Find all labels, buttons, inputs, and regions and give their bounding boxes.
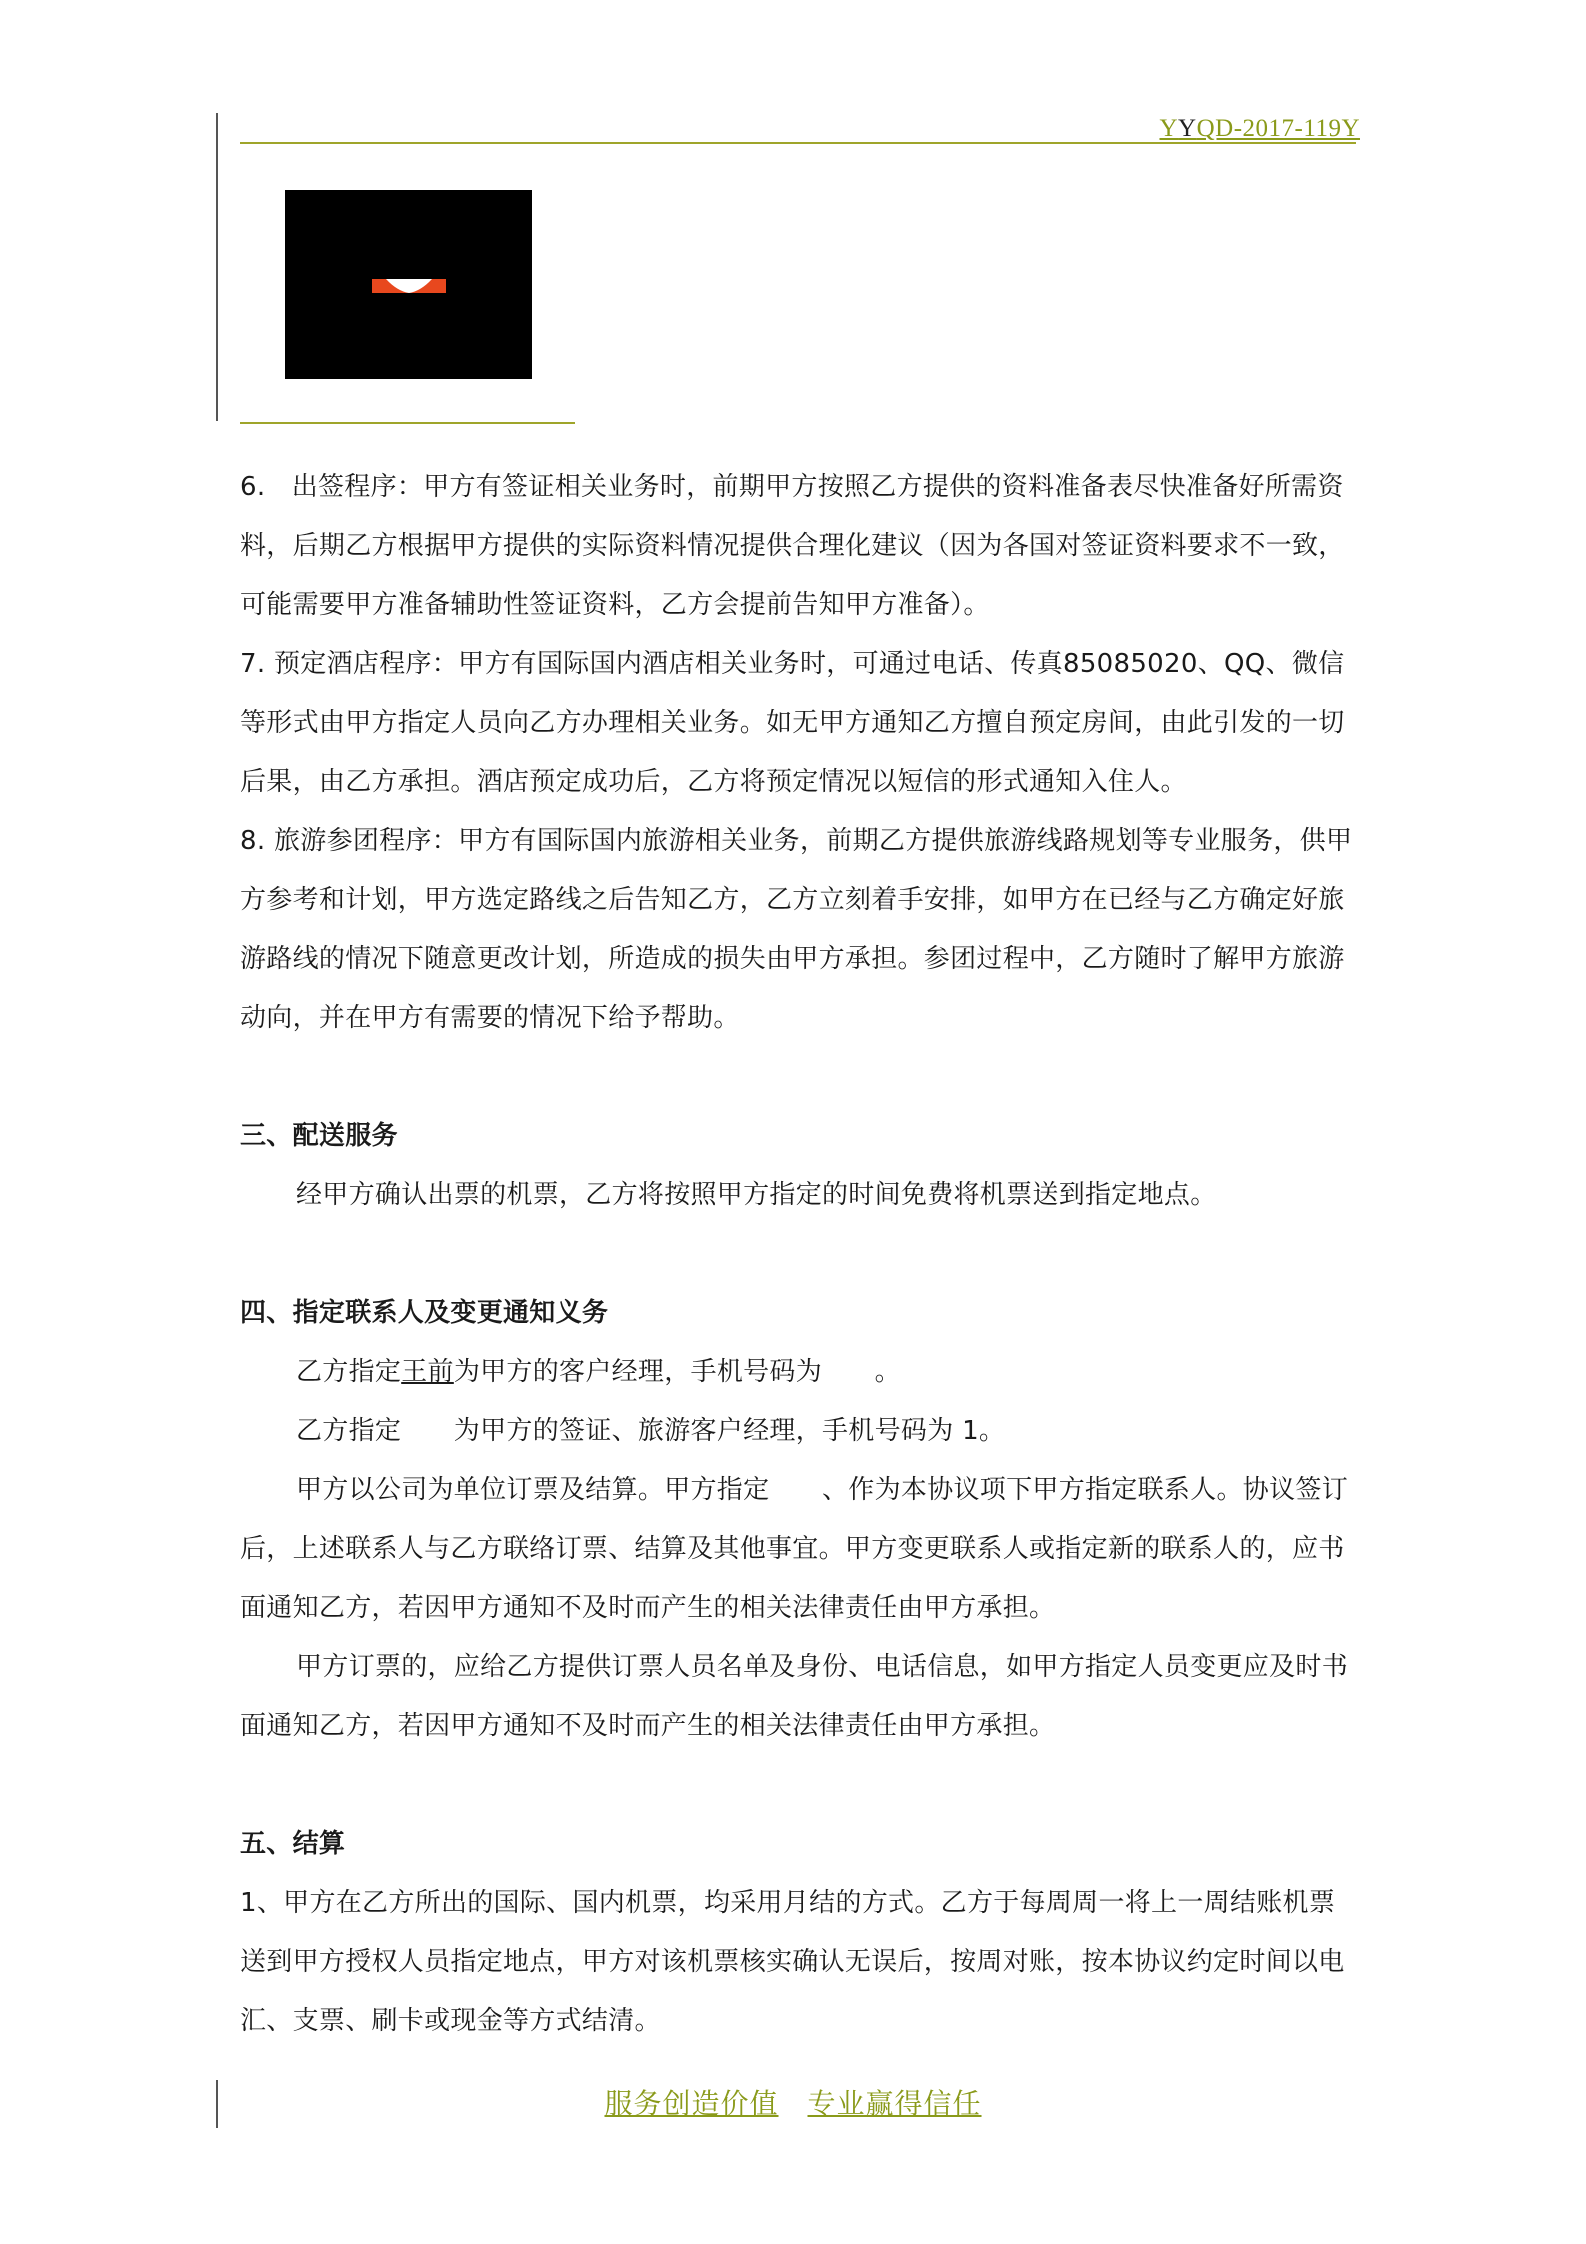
footer-slogan-right: 专业赢得信任 [807, 2087, 982, 2120]
section-3-body: 经甲方确认出票的机票，乙方将按照甲方指定的时间免费将机票送到指定地点。 [296, 1180, 1217, 1210]
company-logo [285, 190, 532, 379]
contact-paragraph-3: 甲方以公司为单位订票及结算。甲方指定 、作为本协议项下甲方指定联系人。协议签订后，上述联系人与乙方联络订票、结算及其他事宜。甲方变更联系人或指定新的联系人的，应书面通知乙方，若因甲方通知不及时而产生的相关法律责任由甲方承担。 [240, 1475, 1349, 1623]
margin-bar-top [216, 113, 218, 421]
settlement-clause-1: 1、甲方在乙方所出的国际、国内机票，均采用月结的方式。乙方于每周周一将上一周结账机票送到甲方授权人员指定地点，甲方对该机票核实确认无误后，按周对账，按本协议约定时间以电汇、支票、刷卡或现金等方式结清。 [240, 1888, 1345, 2036]
spacer [240, 1225, 1356, 1284]
logo-mark-icon [372, 279, 446, 293]
document-code-part2: Y [1178, 115, 1197, 142]
footer-slogan-left: 服务创造价值 [604, 2087, 779, 2120]
contact-1-prefix: 乙方指定 [296, 1357, 402, 1387]
section-5-heading: 五、结算 [240, 1829, 346, 1859]
logo-rule [240, 422, 575, 424]
contact-paragraph-1 [240, 1343, 1356, 1402]
spacer [240, 1756, 1356, 1815]
header-rule [240, 142, 1356, 144]
clause-7: 7. 预定酒店程序：甲方有国际国内酒店相关业务时，可通过电话、传真85085020、QQ、微信等形式由甲方指定人员向乙方办理相关业务。如无甲方通知乙方擅自预定房间，由此引发的一切后果，由乙方承担。酒店预定成功后，乙方将预定情况以短信的形式通知入住人。 [240, 649, 1345, 797]
spacer [240, 1048, 1356, 1107]
contact-1-suffix: 为甲方的客户经理，手机号码为 。 [453, 1357, 901, 1387]
contact-1-name: 王前 [401, 1357, 454, 1387]
clause-8: 8. 旅游参团程序：甲方有国际国内旅游相关业务，前期乙方提供旅游线路规划等专业服务，供甲方参考和计划，甲方选定路线之后告知乙方，乙方立刻着手安排，如甲方在已经与乙方确定好旅游路线的情况下随意更改计划，所造成的损失由甲方承担。参团过程中，乙方随时了解甲方旅游动向，并在甲方有需要的情况下给予帮助。 [240, 826, 1353, 1033]
document-code-part3: QD-2017-119Y [1196, 115, 1360, 142]
document-code-part1: Y [1159, 115, 1179, 142]
contact-paragraph-2: 乙方指定 为甲方的签证、旅游客户经理，手机号码为 1。 [296, 1416, 1006, 1446]
clause-6: 6. 出签程序：甲方有签证相关业务时，前期甲方按照乙方提供的资料准备表尽快准备好所需资料，后期乙方根据甲方提供的实际资料情况提供合理化建议（因为各国对签证资料要求不一致，可能需要甲方准备辅助性签证资料，乙方会提前告知甲方准备）。 [240, 472, 1345, 620]
section-4-heading: 四、指定联系人及变更通知义务 [240, 1298, 609, 1328]
section-3-heading: 三、配送服务 [240, 1121, 398, 1151]
document-code [1159, 115, 1360, 143]
document-body [240, 458, 1356, 2051]
contact-paragraph-4: 甲方订票的，应给乙方提供订票人员名单及身份、电话信息，如甲方指定人员变更应及时书面通知乙方，若因甲方通知不及时而产生的相关法律责任由甲方承担。 [240, 1652, 1349, 1741]
footer-slogan [0, 2082, 1586, 2122]
